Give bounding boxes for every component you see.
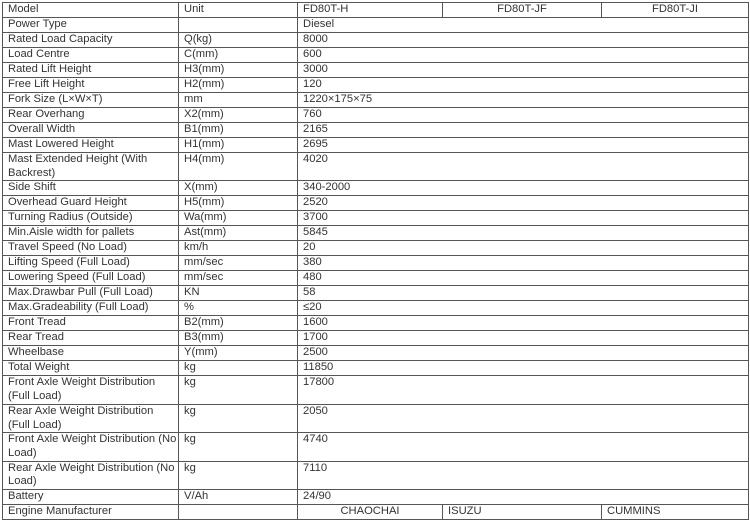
table-row (3, 316, 749, 331)
row-value-cell: 600 (298, 48, 749, 63)
table-row (3, 181, 749, 196)
row-label-cell: Max.Gradeability (Full Load) (3, 301, 179, 316)
table-row (3, 376, 749, 404)
table-row (3, 211, 749, 226)
row-unit-cell: KN (179, 286, 298, 301)
table-row (3, 256, 749, 271)
row-value-cell: 8000 (298, 33, 749, 48)
row-unit-cell (179, 18, 298, 33)
table-row (3, 196, 749, 211)
row-value-cell: 58 (298, 286, 749, 301)
table-row (3, 433, 749, 461)
row-label-cell: Rear Axle Weight Distribution (Full Load) (3, 404, 179, 432)
header-label-cell: Model (3, 3, 179, 18)
row-value-cell: 4020 (298, 153, 749, 181)
row-value-cell: 17800 (298, 376, 749, 404)
row-label-cell: Mast Extended Height (With Backrest) (3, 153, 179, 181)
row-label-cell: Power Type (3, 18, 179, 33)
engine-label-cell: Engine Manufacturer (3, 505, 179, 520)
header-model-fd80t-h: FD80T-H (298, 3, 443, 18)
row-label-cell: Rated Load Capacity (3, 33, 179, 48)
table-row (3, 33, 749, 48)
row-label-cell: Battery (3, 490, 179, 505)
row-unit-cell: H2(mm) (179, 78, 298, 93)
row-unit-cell: kg (179, 404, 298, 432)
row-value-cell: 1220×175×75 (298, 93, 749, 108)
table-row (3, 138, 749, 153)
row-unit-cell: % (179, 301, 298, 316)
row-unit-cell: kg (179, 361, 298, 376)
row-value-cell: 2050 (298, 404, 749, 432)
table-row (3, 404, 749, 432)
row-value-cell: 1600 (298, 316, 749, 331)
row-label-cell: Lifting Speed (Full Load) (3, 256, 179, 271)
table-row (3, 301, 749, 316)
row-label-cell: Overhead Guard Height (3, 196, 179, 211)
spec-body (3, 18, 749, 505)
row-unit-cell: X(mm) (179, 181, 298, 196)
row-unit-cell: V/Ah (179, 490, 298, 505)
table-row (3, 48, 749, 63)
row-label-cell: Free Lift Height (3, 78, 179, 93)
spec-table (2, 2, 749, 520)
engine-value-fd80t-jf: ISUZU (443, 505, 602, 520)
row-unit-cell: mm (179, 93, 298, 108)
row-unit-cell: km/h (179, 241, 298, 256)
row-value-cell: 2520 (298, 196, 749, 211)
row-unit-cell: H4(mm) (179, 153, 298, 181)
row-value-cell: 3000 (298, 63, 749, 78)
row-value-cell: 1700 (298, 331, 749, 346)
header-model-fd80t-jf: FD80T-JF (443, 3, 602, 18)
row-value-cell: 380 (298, 256, 749, 271)
row-unit-cell: Q(kg) (179, 33, 298, 48)
table-row (3, 108, 749, 123)
row-unit-cell: B2(mm) (179, 316, 298, 331)
engine-value-fd80t-h: CHAOCHAI (298, 505, 443, 520)
row-label-cell: Fork Size (L×W×T) (3, 93, 179, 108)
row-unit-cell: X2(mm) (179, 108, 298, 123)
table-row (3, 93, 749, 108)
row-unit-cell: mm/sec (179, 271, 298, 286)
row-unit-cell: B1(mm) (179, 123, 298, 138)
row-label-cell: Overall Width (3, 123, 179, 138)
table-row (3, 18, 749, 33)
table-row (3, 153, 749, 181)
engine-row (3, 505, 749, 520)
row-label-cell: Front Axle Weight Distribution (Full Load) (3, 376, 179, 404)
row-value-cell: 2500 (298, 346, 749, 361)
row-label-cell: Lowering Speed (Full Load) (3, 271, 179, 286)
row-label-cell: Rear Tread (3, 331, 179, 346)
table-row (3, 490, 749, 505)
row-unit-cell: Y(mm) (179, 346, 298, 361)
row-unit-cell: kg (179, 461, 298, 489)
row-label-cell: Turning Radius (Outside) (3, 211, 179, 226)
row-unit-cell: Ast(mm) (179, 226, 298, 241)
row-unit-cell: kg (179, 376, 298, 404)
row-unit-cell: H1(mm) (179, 138, 298, 153)
row-label-cell: Front Axle Weight Distribution (No Load) (3, 433, 179, 461)
table-row (3, 271, 749, 286)
row-unit-cell: H3(mm) (179, 63, 298, 78)
row-value-cell: ≤20 (298, 301, 749, 316)
row-value-cell: 7110 (298, 461, 749, 489)
table-row (3, 63, 749, 78)
header-unit-cell: Unit (179, 3, 298, 18)
row-value-cell: 480 (298, 271, 749, 286)
row-label-cell: Travel Speed (No Load) (3, 241, 179, 256)
row-unit-cell: B3(mm) (179, 331, 298, 346)
row-label-cell: Rear Axle Weight Distribution (No Load) (3, 461, 179, 489)
row-value-cell: 760 (298, 108, 749, 123)
row-value-cell: 2695 (298, 138, 749, 153)
row-label-cell: Rear Overhang (3, 108, 179, 123)
row-unit-cell: H5(mm) (179, 196, 298, 211)
header-model-fd80t-ji: FD80T-JI (602, 3, 749, 18)
table-row (3, 226, 749, 241)
row-value-cell: 5845 (298, 226, 749, 241)
row-value-cell: 120 (298, 78, 749, 93)
row-label-cell: Rated Lift Height (3, 63, 179, 78)
row-value-cell: 4740 (298, 433, 749, 461)
row-unit-cell: mm/sec (179, 256, 298, 271)
table-row (3, 461, 749, 489)
row-value-cell: 2165 (298, 123, 749, 138)
row-label-cell: Wheelbase (3, 346, 179, 361)
row-unit-cell: kg (179, 433, 298, 461)
table-row (3, 286, 749, 301)
row-value-cell: 340-2000 (298, 181, 749, 196)
row-label-cell: Mast Lowered Height (3, 138, 179, 153)
engine-value-fd80t-ji: CUMMINS (602, 505, 749, 520)
table-row (3, 78, 749, 93)
row-label-cell: Max.Drawbar Pull (Full Load) (3, 286, 179, 301)
row-value-cell: 24/90 (298, 490, 749, 505)
row-label-cell: Total Weight (3, 361, 179, 376)
row-unit-cell: C(mm) (179, 48, 298, 63)
table-row (3, 361, 749, 376)
row-value-cell: Diesel (298, 18, 749, 33)
row-value-cell: 3700 (298, 211, 749, 226)
table-row (3, 346, 749, 361)
row-value-cell: 11850 (298, 361, 749, 376)
row-label-cell: Min.Aisle width for pallets (3, 226, 179, 241)
row-value-cell: 20 (298, 241, 749, 256)
row-label-cell: Load Centre (3, 48, 179, 63)
table-row (3, 331, 749, 346)
engine-unit-cell (179, 505, 298, 520)
row-label-cell: Front Tread (3, 316, 179, 331)
table-row (3, 123, 749, 138)
header-row (3, 3, 749, 18)
table-row (3, 241, 749, 256)
row-label-cell: Side Shift (3, 181, 179, 196)
row-unit-cell: Wa(mm) (179, 211, 298, 226)
